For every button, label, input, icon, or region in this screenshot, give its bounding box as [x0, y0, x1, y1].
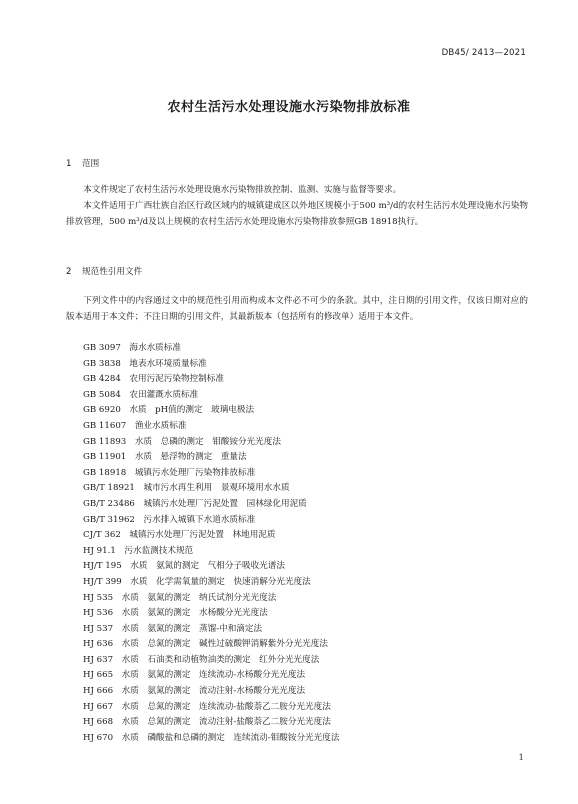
reference-item: HJ 537 水质 氨氮的测定 蒸馏-中和滴定法 — [83, 623, 263, 634]
reference-item: HJ 636 水质 总氮的测定 碱性过硫酸钾消解紫外分光光度法 — [83, 639, 328, 650]
section-number: 1 — [66, 159, 72, 169]
reference-item: GB 18918 城镇污水处理厂污染物排放标准 — [83, 467, 256, 478]
reference-item: HJ/T 195 水质 氨氮的测定 气相分子吸收光谱法 — [83, 561, 285, 572]
section-heading-scope — [66, 157, 99, 169]
reference-item: HJ 536 水质 氨氮的测定 水杨酸分光光度法 — [83, 608, 268, 619]
reference-item: GB/T 23486 城镇污水处理厂污泥处置 园林绿化用泥质 — [83, 498, 307, 509]
section-heading-normative-references — [66, 265, 142, 277]
document-title: 农村生活污水处理设施水污染物排放标准 — [167, 100, 411, 115]
reference-item: HJ 670 水质 磷酸盐和总磷的测定 连续流动-钼酸铵分光光度法 — [83, 732, 340, 743]
reference-item: GB 4284 农用污泥污染物控制标准 — [83, 374, 224, 385]
reference-item: HJ 535 水质 氨氮的测定 纳氏试剂分光光度法 — [83, 592, 277, 603]
reference-item: GB/T 18921 城市污水再生利用 景观环境用水水质 — [83, 483, 290, 494]
section-title: 规范性引用文件 — [82, 267, 143, 277]
reference-item: HJ 667 水质 总氮的测定 连续流动-盐酸萘乙二胺分光光度法 — [83, 701, 331, 712]
section-number: 2 — [66, 267, 72, 277]
reference-item: GB 3838 地表水环境质量标准 — [83, 358, 207, 369]
reference-item: HJ 637 水质 石油类和动植物油类的测定 红外分光光度法 — [83, 654, 320, 665]
scope-paragraph-1: 本文件规定了农村生活污水处理设施水污染物排放控制、监测、实施与监督等要求。 — [83, 185, 402, 195]
reference-item: GB 11893 水质 总磷的测定 钼酸铵分光光度法 — [83, 436, 281, 447]
reference-item: HJ 666 水质 氨氮的测定 流动注射-水杨酸分光光度法 — [83, 686, 306, 697]
reference-item: HJ/T 399 水质 化学需氧量的测定 快速消解分光光度法 — [83, 576, 311, 587]
section-title: 范围 — [82, 159, 100, 169]
reference-item: HJ 668 水质 总氮的测定 流动注射-盐酸萘乙二胺分光光度法 — [83, 717, 331, 728]
reference-item: HJ 91.1 污水监测技术规范 — [83, 545, 194, 556]
reference-item: GB 5084 农田灌溉水质标准 — [83, 389, 199, 400]
reference-list — [83, 341, 339, 746]
reference-item: GB 11901 水质 悬浮物的测定 重量法 — [83, 452, 247, 463]
reference-item: GB 3097 海水水质标准 — [83, 343, 181, 353]
reference-item: GB 11607 渔业水质标准 — [83, 420, 187, 431]
page-number: 1 — [518, 753, 524, 763]
reference-item: GB 6920 水质 pH值的测定 玻璃电极法 — [83, 405, 255, 416]
references-intro-paragraph: 下列文件中的内容通过文中的规范性引用而构成本文件必不可少的条款。其中，注日期的引用文件，仅该日期对应的版本适用于本文件；不注日期的引用文件，其最新版本（包括所有的修改单）适用于本文件。 — [66, 296, 528, 322]
scope-paragraph-2: 本文件适用于广西壮族自治区行政区域内的城镇建成区以外地区规模小于500 m³/d的农村生活污水处理设施水污染物排放管理，500 m³/d及以上规模的农村生活污水处理设施水污染物排放参照GB 18918执行。 — [66, 201, 528, 227]
reference-item: GB/T 31962 污水排入城镇下水道水质标准 — [83, 514, 256, 525]
document-code: DB45/ 2413—2021 — [441, 48, 526, 58]
reference-item: CJ/T 362 城镇污水处理厂污泥处置 林地用泥质 — [83, 530, 276, 541]
reference-item: HJ 665 水质 氨氮的测定 连续流动-水杨酸分光光度法 — [83, 670, 306, 681]
